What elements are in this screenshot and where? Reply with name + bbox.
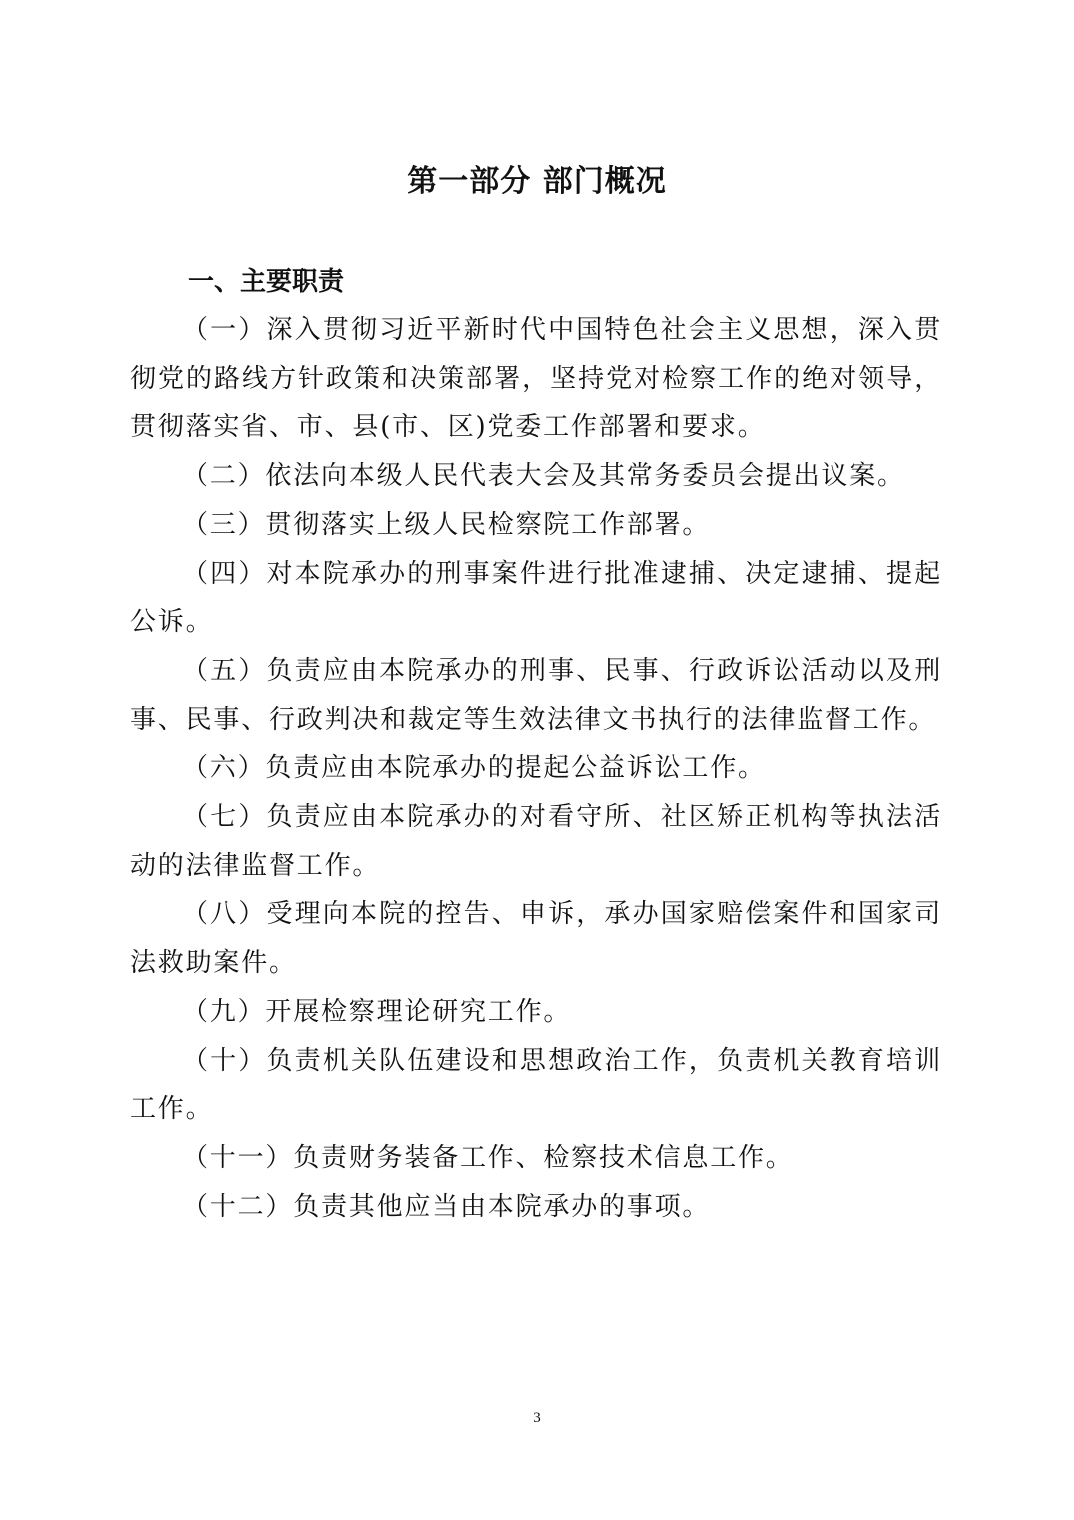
paragraph: （七）负责应由本院承办的对看守所、社区矫正机构等执法活动的法律监督工作。	[130, 802, 942, 881]
paragraph: （十）负责机关队伍建设和思想政治工作，负责机关教育培训工作。	[130, 1045, 942, 1125]
paragraph: （十二）负责其他应当由本院承办的事项。	[182, 1191, 711, 1222]
paragraph: （九）开展检察理论研究工作。	[182, 996, 572, 1027]
paragraph: （一）深入贯彻习近平新时代中国特色社会主义思想，深入贯彻党的路线方针政策和决策部署，坚持党对检察工作的绝对领导，贯彻落实省、市、县(市、区)党委工作部署和要求。	[130, 315, 942, 443]
paragraph: （六）负责应由本院承办的提起公益诉讼工作。	[182, 753, 766, 784]
paragraph: （十一）负责财务装备工作、检察技术信息工作。	[182, 1142, 794, 1173]
page-number: 3	[533, 1410, 541, 1426]
paragraph: （三）贯彻落实上级人民检察院工作部署。	[182, 509, 711, 540]
paragraph: （八）受理向本院的控告、申诉，承办国家赔偿案件和国家司法救助案件。	[130, 899, 942, 979]
page-title: 第一部分 部门概况	[407, 164, 667, 199]
document-body	[130, 306, 942, 1231]
paragraph: （四）对本院承办的刑事案件进行批准逮捕、决定逮捕、提起公诉。	[130, 558, 942, 638]
paragraph: （五）负责应由本院承办的刑事、民事、行政诉讼活动以及刑事、民事、行政判决和裁定等生效法律文书执行的法律监督工作。	[130, 655, 942, 735]
paragraph: （二）依法向本级人民代表大会及其常务委员会提出议案。	[182, 461, 905, 492]
section-heading: 一、主要职责	[188, 267, 345, 297]
